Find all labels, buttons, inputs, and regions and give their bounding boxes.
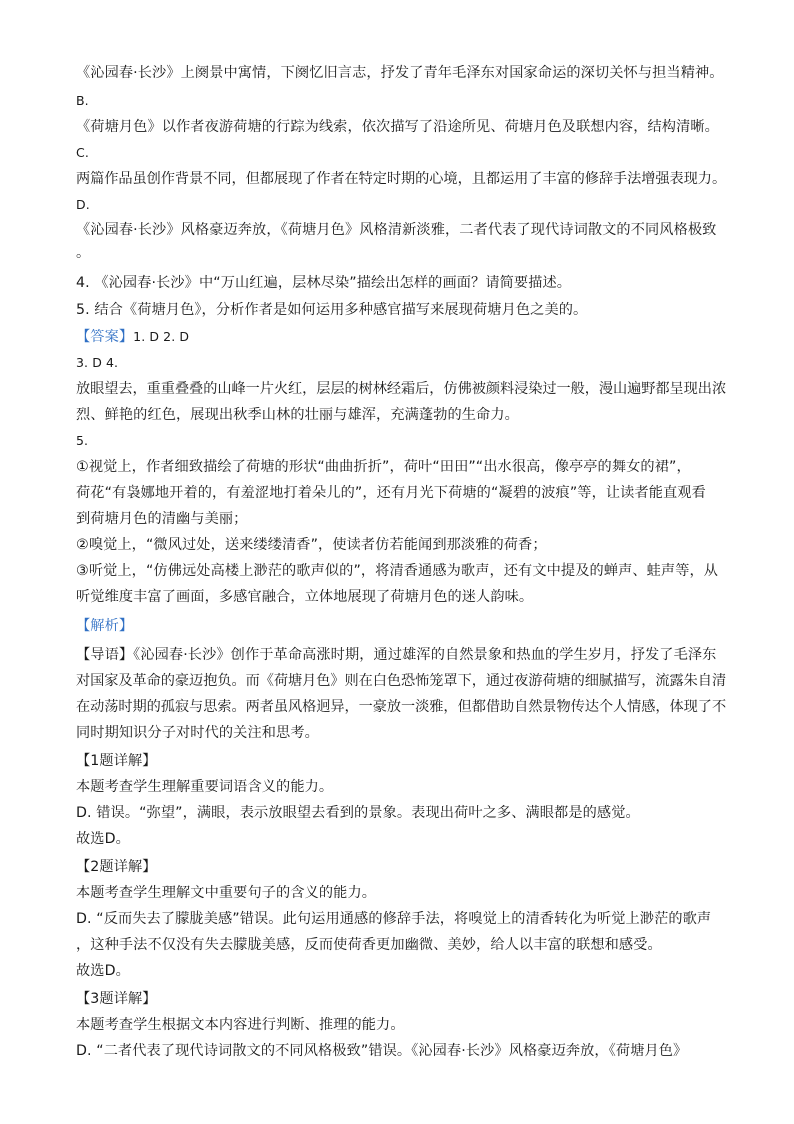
answer-line-2: 3. D 4. — [76, 355, 119, 370]
q2-detail-line-3: ，这种手法不仅没有失去朦胧美感，反而使荷香更加幽微、美妙，给人以丰富的联想和感受。 — [76, 937, 662, 953]
answer-4-line-2: 烈、鲜艳的红色，展现出秋季山林的壮丽与雄浑，充满蓬勃的生命力。 — [76, 407, 519, 423]
analysis-tag: 【解析】 — [76, 618, 134, 634]
q1-detail-line-2: D. 错误。“弥望”，满眼，表示放眼望去看到的景象。表现出荷叶之多、满眼都是的感觉。 — [76, 805, 640, 821]
answer-5-line-1: ①视觉上，作者细致描绘了荷塘的形状“曲曲折折”，荷叶“田田”“出水很高，像亭亭的舞女的裙”， — [76, 459, 691, 475]
q2-detail-line-4: 故选D。 — [76, 963, 130, 979]
q2-detail-heading: 【2题详解】 — [76, 859, 157, 875]
intro-line-3: 在动荡时期的孤寂与思索。两者虽风格迥异，一豪放一淡雅，但都借助自然景物传达个人情感，体现了不 — [76, 699, 727, 715]
question-5: 5. 结合《荷塘月色》，分析作者是如何运用多种感官描写来展现荷塘月色之美的。 — [76, 302, 588, 318]
q3-detail-heading: 【3题详解】 — [76, 991, 157, 1007]
q3-detail-line-2: D. “二者代表了现代诗词散文的不同风格极致”错误。《沁园春·长沙》风格豪迈奔放，《荷塘月色》 — [76, 1043, 688, 1059]
intro-line-4: 同时期知识分子对时代的关注和思考。 — [76, 725, 319, 741]
answer-tag: 【答案】 — [76, 329, 134, 345]
answer-5-line-6: 听觉维度丰富了画面，多感官融合，立体地展现了荷塘月色的迷人韵味。 — [76, 589, 534, 605]
answer-5-line-2: 荷花“有袅娜地开着的，有羞涩地打着朵儿的”，还有月光下荷塘的“凝碧的波痕”等，让读者能直观看 — [76, 485, 706, 501]
option-d-label: D. — [76, 197, 90, 212]
q3-detail-line-1: 本题考查学生根据文本内容进行判断、推理的能力。 — [76, 1017, 405, 1033]
option-d-text-end: 。 — [76, 245, 91, 261]
option-b-label: B. — [76, 93, 89, 108]
option-c-text: 两篇作品虽创作背景不同，但都展现了作者在特定时期的心境，且都运用了丰富的修辞手法增强表现力。 — [76, 171, 727, 187]
question-4: 4. 《沁园春·长沙》中“万山红遍，层林尽染”描绘出怎样的画面？请简要描述。 — [76, 275, 572, 291]
option-c-label: C. — [76, 145, 89, 160]
answer-line — [76, 327, 189, 347]
answer-5-line-4: ②嗅觉上，“微风过处，送来缕缕清香”，使读者仿若能闻到那淡雅的荷香； — [76, 537, 547, 553]
answer-5-line-5: ③听觉上，“仿佛远处高楼上渺茫的歌声似的”，将清香通感为歌声，还有文中提及的蝉声、蛙声等，从 — [76, 563, 719, 579]
answer-4-line-1: 放眼望去，重重叠叠的山峰一片火红，层层的树林经霜后，仿佛被颜料浸染过一般，漫山遍野都呈现出浓 — [76, 381, 727, 397]
option-d-text: 《沁园春·长沙》风格豪迈奔放，《荷塘月色》风格清新淡雅，二者代表了现代诗词散文的不同风格极致 — [76, 222, 717, 238]
q1-detail-heading: 【1题详解】 — [76, 753, 157, 769]
q2-detail-line-2: D. “反而失去了朦胧美感”错误。此句运用通感的修辞手法，将嗅觉上的清香转化为听觉上渺茫的歌声 — [76, 911, 712, 927]
answer-values: 1. D 2. D — [133, 329, 190, 344]
q1-detail-line-3: 故选D。 — [76, 831, 130, 847]
option-a-text: 《沁园春·长沙》上阕景中寓情，下阕忆旧言志，抒发了青年毛泽东对国家命运的深切关怀与担当精神。 — [76, 65, 724, 81]
intro-line-2: 对国家及革命的豪迈抱负。而《荷塘月色》则在白色恐怖笼罩下，通过夜游荷塘的细腻描写，流露朱自清 — [76, 673, 727, 689]
intro-line-1: 【导语】《沁园春·长沙》创作于革命高涨时期，通过雄浑的自然景象和热血的学生岁月，抒发了毛泽东 — [76, 647, 717, 663]
answer-5-line-3: 到荷塘月色的清幽与美丽； — [76, 511, 248, 527]
q2-detail-line-1: 本题考查学生理解文中重要句子的含义的能力。 — [76, 885, 377, 901]
option-b-text: 《荷塘月色》以作者夜游荷塘的行踪为线索，依次描写了沿途所见、荷塘月色及联想内容，结构清晰。 — [76, 119, 719, 135]
answer-5-label: 5. — [76, 433, 89, 448]
q1-detail-line-1: 本题考查学生理解重要词语含义的能力。 — [76, 779, 334, 795]
